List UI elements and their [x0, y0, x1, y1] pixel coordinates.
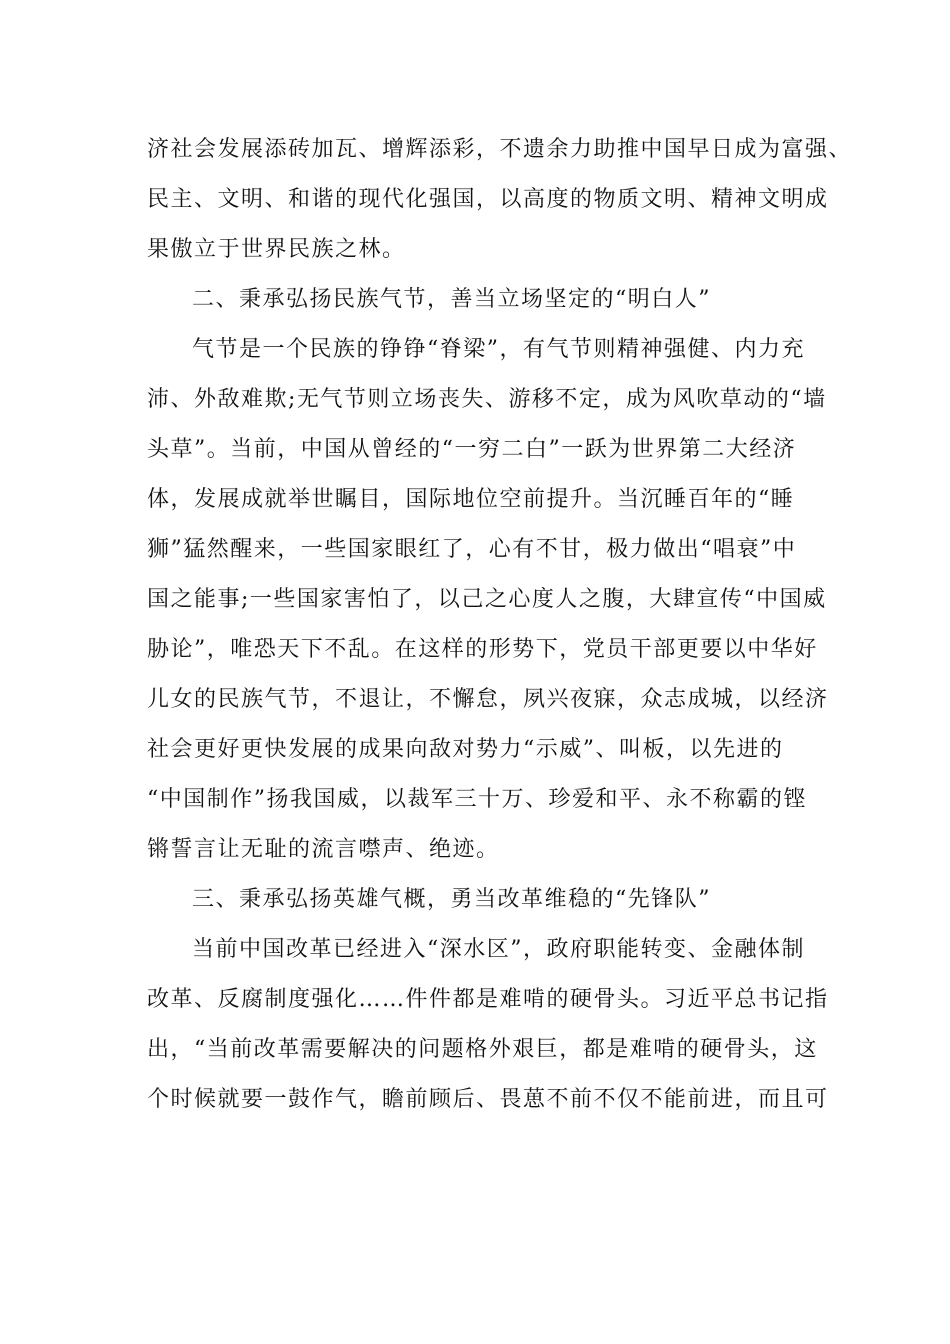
- paragraph-line: 胁论”，唯恐天下不乱。在这样的形势下，党员干部更要以中华好: [147, 637, 818, 662]
- paragraph-line: 头草”。当前，中国从曾经的“一穷二白”一跃为世界第二大经济: [147, 437, 797, 462]
- paragraph-line: 体，发展成就举世瞩目，国际地位空前提升。当沉睡百年的“睡: [147, 487, 795, 512]
- section-heading: 三、秉承弘扬英雄气概，勇当改革维稳的“先锋队”: [192, 887, 711, 912]
- paragraph-line: 沛、外敌难欺;无气节则立场丧失、游移不定，成为风吹草动的“墙: [147, 387, 827, 412]
- paragraph-line: 济社会发展添砖加瓦、增辉添彩，不遗余力助推中国早日成为富强、: [147, 137, 853, 162]
- paragraph-line: 改革、反腐制度强化……件件都是难啃的硬骨头。习近平总书记指: [147, 987, 829, 1012]
- section-heading: 二、秉承弘扬民族气节，善当立场坚定的“明白人”: [192, 287, 711, 312]
- paragraph-line: “中国制作”扬我国威，以裁军三十万、珍爱和平、永不称霸的铿: [147, 787, 807, 812]
- paragraph-line: 个时候就要一鼓作气，瞻前顾后、畏葸不前不仅不能前进，而且可: [147, 1087, 829, 1112]
- paragraph-line: 气节是一个民族的铮铮“脊梁”，有气节则精神强健、内力充: [192, 337, 805, 362]
- paragraph-line: 当前中国改革已经进入“深水区”，政府职能转变、金融体制: [192, 937, 805, 962]
- paragraph-line: 民主、文明、和谐的现代化强国，以高度的物质文明、精神文明成: [147, 187, 829, 212]
- paragraph-line: 锵誓言让无耻的流言噤声、绝迹。: [147, 837, 500, 862]
- paragraph-line: 狮”猛然醒来，一些国家眼红了，心有不甘，极力做出“唱衰”中: [147, 537, 797, 562]
- paragraph-line: 国之能事;一些国家害怕了，以己之心度人之腹，大肆宣传“中国威: [147, 587, 827, 612]
- paragraph-line: 果傲立于世界民族之林。: [147, 237, 406, 262]
- paragraph-line: 出，“当前改革需要解决的问题格外艰巨，都是难啃的硬骨头，这: [147, 1037, 818, 1062]
- paragraph-line: 社会更好更快发展的成果向敌对势力“示威”、叫板，以先进的: [147, 737, 784, 762]
- paragraph-line: 儿女的民族气节，不退让，不懈怠，夙兴夜寐，众志成城，以经济: [147, 687, 829, 712]
